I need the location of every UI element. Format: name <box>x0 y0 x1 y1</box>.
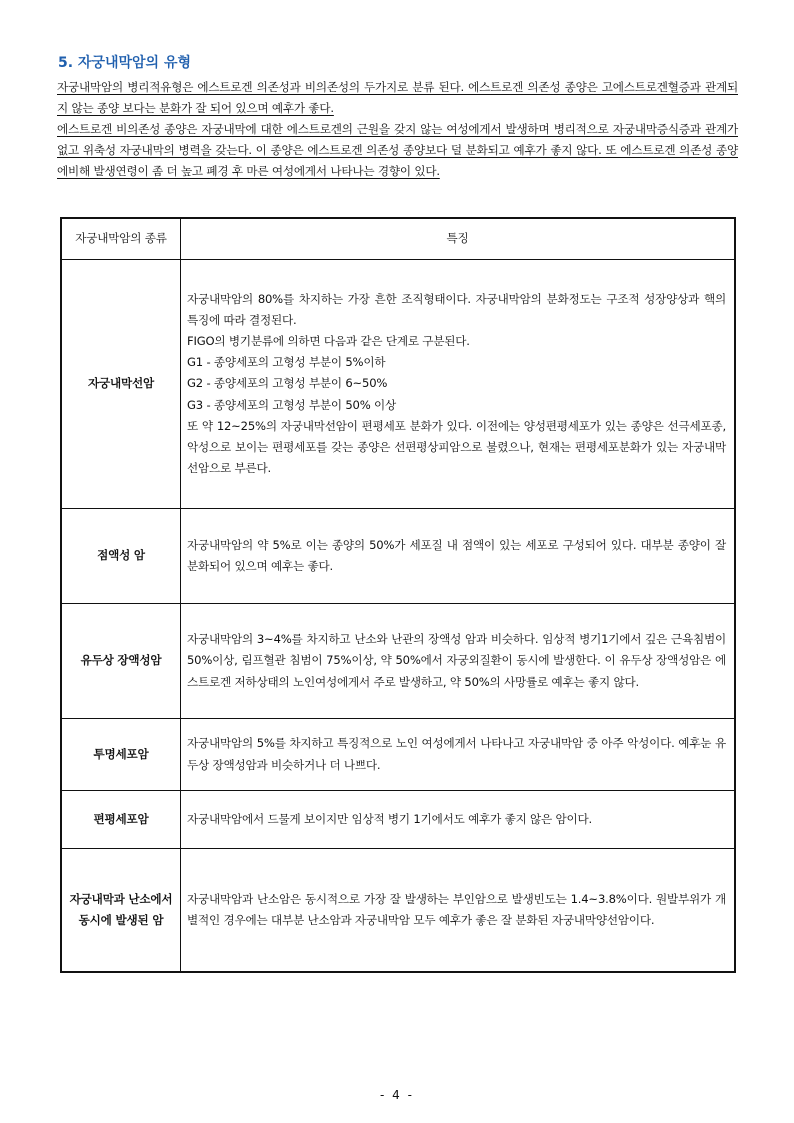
intro-paragraphs <box>57 77 738 182</box>
endometrial-cancer-types-table <box>60 217 736 973</box>
header-feature: 특징 <box>181 218 736 260</box>
cancer-type-name: 자궁내막과 난소에서 동시에 발생된 암 <box>61 849 181 972</box>
feature-line: 자궁내막암의 80%를 차지하는 가장 흔한 조직형태이다. 자궁내막암의 분화정도는 구조적 성장양상과 핵의 특징에 따라 결정된다. <box>187 291 726 327</box>
page-number: - 4 - <box>380 1088 414 1102</box>
cancer-type-name: 유두상 장액성암 <box>61 604 181 719</box>
cancer-type-name: 점액성 암 <box>61 509 181 604</box>
table-row <box>61 719 735 791</box>
table-row <box>61 604 735 719</box>
table-row <box>61 509 735 604</box>
header-type: 자궁내막암의 종류 <box>61 218 181 260</box>
feature-line: G2 - 종양세포의 고형성 부분이 6~50% <box>187 376 388 391</box>
intro-paragraph: 자궁내막암의 병리적유형은 에스트로겐 의존성과 비의존성의 두가지로 분류 된다. 에스트로겐 의존성 종양은 고에스트로겐혈증과 관계되지 않는 종양 보다는 분화가 잘 되어 있으며 예후가 좋다. <box>57 80 738 115</box>
feature-line: 또 약 12~25%의 자궁내막선암이 편평세포 분화가 있다. 이전에는 양성편평세포가 있는 종양은 선극세포종, 악성으로 보이는 편평세포를 갖는 종양은 선편평상피암으로 불렸으나, 현재는 편평세포분화가 있는 자궁내막선암으로 부른다. <box>187 418 726 476</box>
intro-paragraph: 에스트로겐 비의존성 종양은 자궁내막에 대한 에스트로겐의 근원을 갖지 않는 여성에게서 발생하며 병리적으로 자궁내막증식증과 관계가 없고 위축성 자궁내막의 병력을 갖는다. 이 종양은 에스트로겐 의존성 종양보다 덜 분화되고 예후가 좋지 않다. 또 에스트로겐 의존성 종양에비해 발생연령이 좀 더 높고 폐경 후 마른 여성에게서 나타나는 경향이 있다. <box>57 122 738 178</box>
feature-line: G3 - 종양세포의 고형성 부분이 50% 이상 <box>187 397 397 412</box>
cancer-type-feature: 자궁내막암의 5%를 차지하고 특징적으로 노인 여성에게서 나타나고 자궁내막암 중 아주 악성이다. 예후눈 유두상 장액성암과 비슷하거나 더 나쁘다. <box>181 719 736 791</box>
feature-line: G1 - 종양세포의 고형성 부분이 5%이하 <box>187 355 386 370</box>
cancer-type-feature: 자궁내막암과 난소암은 동시적으로 가장 잘 발생하는 부인암으로 발생빈도는 1.4~3.8%이다. 원발부위가 개별적인 경우에는 대부분 난소암과 자궁내막암 모두 예후가 좋은 잘 분화된 자궁내막양선암이다. <box>181 849 736 972</box>
feature-line: FIGO의 병기분류에 의하면 다음과 같은 단계로 구분된다. <box>187 333 470 348</box>
table-row <box>61 791 735 849</box>
table-row <box>61 849 735 972</box>
table-header-row <box>61 218 735 260</box>
cancer-type-feature: 자궁내막암의 약 5%로 이는 종양의 50%가 세포질 내 점액이 있는 세포로 구성되어 있다. 대부분 종양이 잘 분화되어 있으며 예후는 좋다. <box>181 509 736 604</box>
section-heading: 5. 자궁내막암의 유형 <box>58 55 191 71</box>
cancer-type-feature <box>181 260 736 509</box>
cancer-type-feature: 자궁내막암에서 드물게 보이지만 임상적 병기 1기에서도 예후가 좋지 않은 암이다. <box>181 791 736 849</box>
table-row <box>61 260 735 509</box>
cancer-type-name: 자궁내막선암 <box>61 260 181 509</box>
cancer-type-name: 투명세포암 <box>61 719 181 791</box>
cancer-type-feature: 자궁내막암의 3~4%를 차지하고 난소와 난관의 장액성 암과 비슷하다. 임상적 병기1기에서 깊은 근육침범이 50%이상, 림프혈관 침범이 75%이상, 약 50%에서 자궁외질환이 동시에 발생한다. 이 유두상 장액성암은 에스트로겐 저하상태의 노인여성에게서 주로 발생하고, 약 50%의 사망률로 예후는 좋지 않다. <box>181 604 736 719</box>
cancer-type-name: 편평세포암 <box>61 791 181 849</box>
